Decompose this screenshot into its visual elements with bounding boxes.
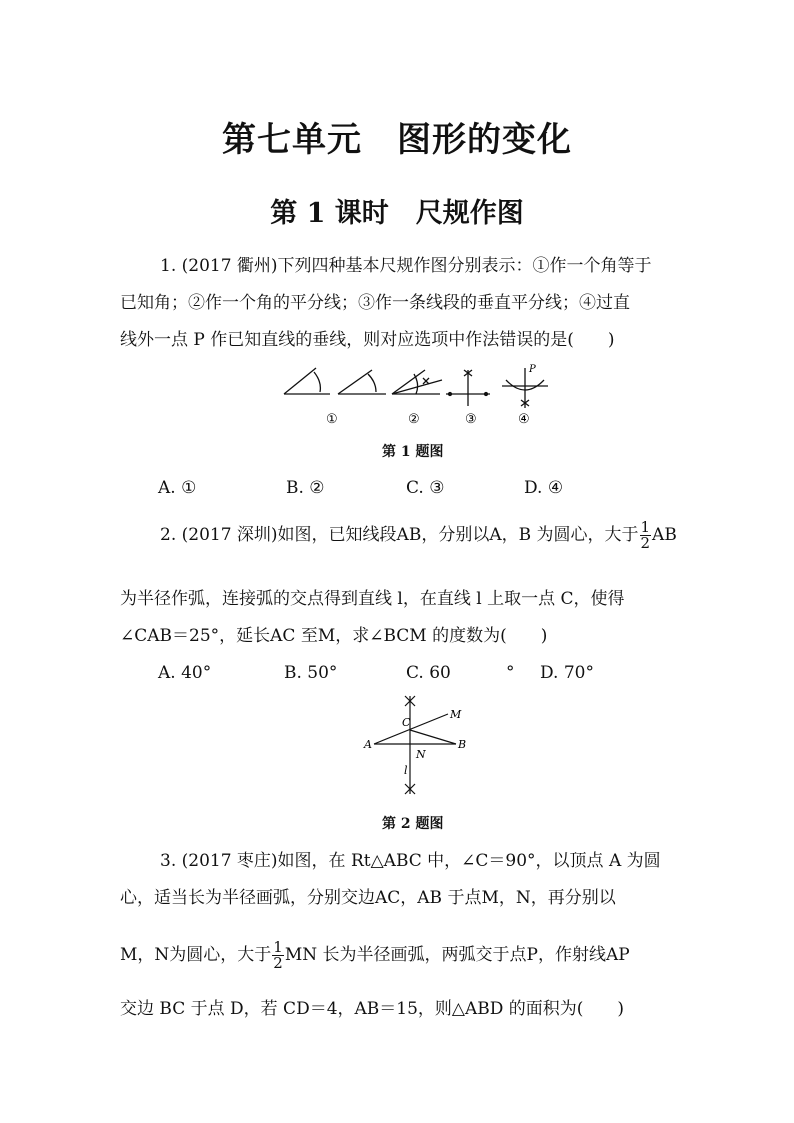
q1-fig-5 [502,368,548,408]
q2-line-1 [160,520,677,551]
q1-fig-4 [446,370,490,406]
q3-line-4: 交边 BC 于点 D，若 CD＝4，AB＝15，则△ABD 的面积为( ) [120,999,625,1019]
q2-fraction: $\frac{1}{2}$ [640,518,651,552]
q2-option-a[interactable]: A. 40° [158,663,212,683]
q1-fig-label-2: ② [408,412,420,427]
q1-figure [280,362,550,428]
q2-label-l: l [404,764,408,777]
q2-line-2: 为半径作弧，连接弧的交点得到直线 l，在直线 l 上取一点 C，使得 [120,589,625,609]
q2-option-b[interactable]: B. 50° [284,663,338,683]
q2-label-m: M [450,708,462,721]
q3-line-3 [120,940,630,971]
q3-line-3-tail: MN 长为半径画弧，两弧交于点P，作射线AP [284,945,630,965]
q2-label-a: A [364,738,372,751]
q1-option-c[interactable]: C. ③ [406,478,445,498]
q1-fig-label-4: ④ [518,412,530,427]
q1-caption: 第 1 题图 [382,444,444,460]
q1-option-d[interactable]: D. ④ [524,478,564,498]
q1-fig-label-3: ③ [465,412,477,427]
q1-fig-2 [338,370,386,394]
unit-title: 第七单元 图形的变化 [222,120,572,160]
q1-line-1: 1. (2017 衢州)下列四种基本尺规作图分别表示：①作一个角等于 [160,256,652,276]
lesson-title: 第 1 课时 尺规作图 [270,198,524,229]
q3-line-2: 心，适当长为半径画弧，分别交边AC，AB 于点M，N，再分别以 [120,888,616,908]
q3-line-1: 3. (2017 枣庄)如图，在 Rt△ABC 中，∠C＝90°，以顶点 A 为圆 [160,851,661,871]
q2-option-c[interactable]: C. 60 [406,663,451,683]
q1-line-2: 已知角；②作一个角的平分线；③作一条线段的垂直平分线；④过直 [120,293,630,313]
q2-caption: 第 2 题图 [382,816,444,832]
q1-fig-3 [392,370,442,394]
q1-fig-1 [284,368,330,394]
q3-line-3-text: M，N为圆心，大于 [120,945,272,965]
q1-line-3: 线外一点 P 作已知直线的垂线，则对应选项中作法错误的是( ) [120,330,615,350]
q2-line-1-text: 2. (2017 深圳)如图，已知线段AB，分别以A，B 为圆心，大于 [160,525,639,545]
q1-fig-label-1: ① [326,412,338,427]
q3-fraction: $\frac{1}{2}$ [273,938,283,972]
q2-line-3: ∠CAB＝25°，延长AC 至M，求∠BCM 的度数为( ) [120,626,548,646]
q2-option-d[interactable]: D. 70° [540,663,594,683]
q2-figure [360,690,480,802]
q2-line-1-tail: AB [652,525,677,545]
q1-option-a[interactable]: A. ① [158,478,197,498]
q2-label-n: N [416,748,426,761]
q2-option-c-degree: ° [506,663,515,683]
q1-option-b[interactable]: B. ② [286,478,325,498]
q1-fig-point-label: P [529,364,536,375]
q2-label-c: C [402,716,411,729]
q2-label-b: B [458,738,467,751]
